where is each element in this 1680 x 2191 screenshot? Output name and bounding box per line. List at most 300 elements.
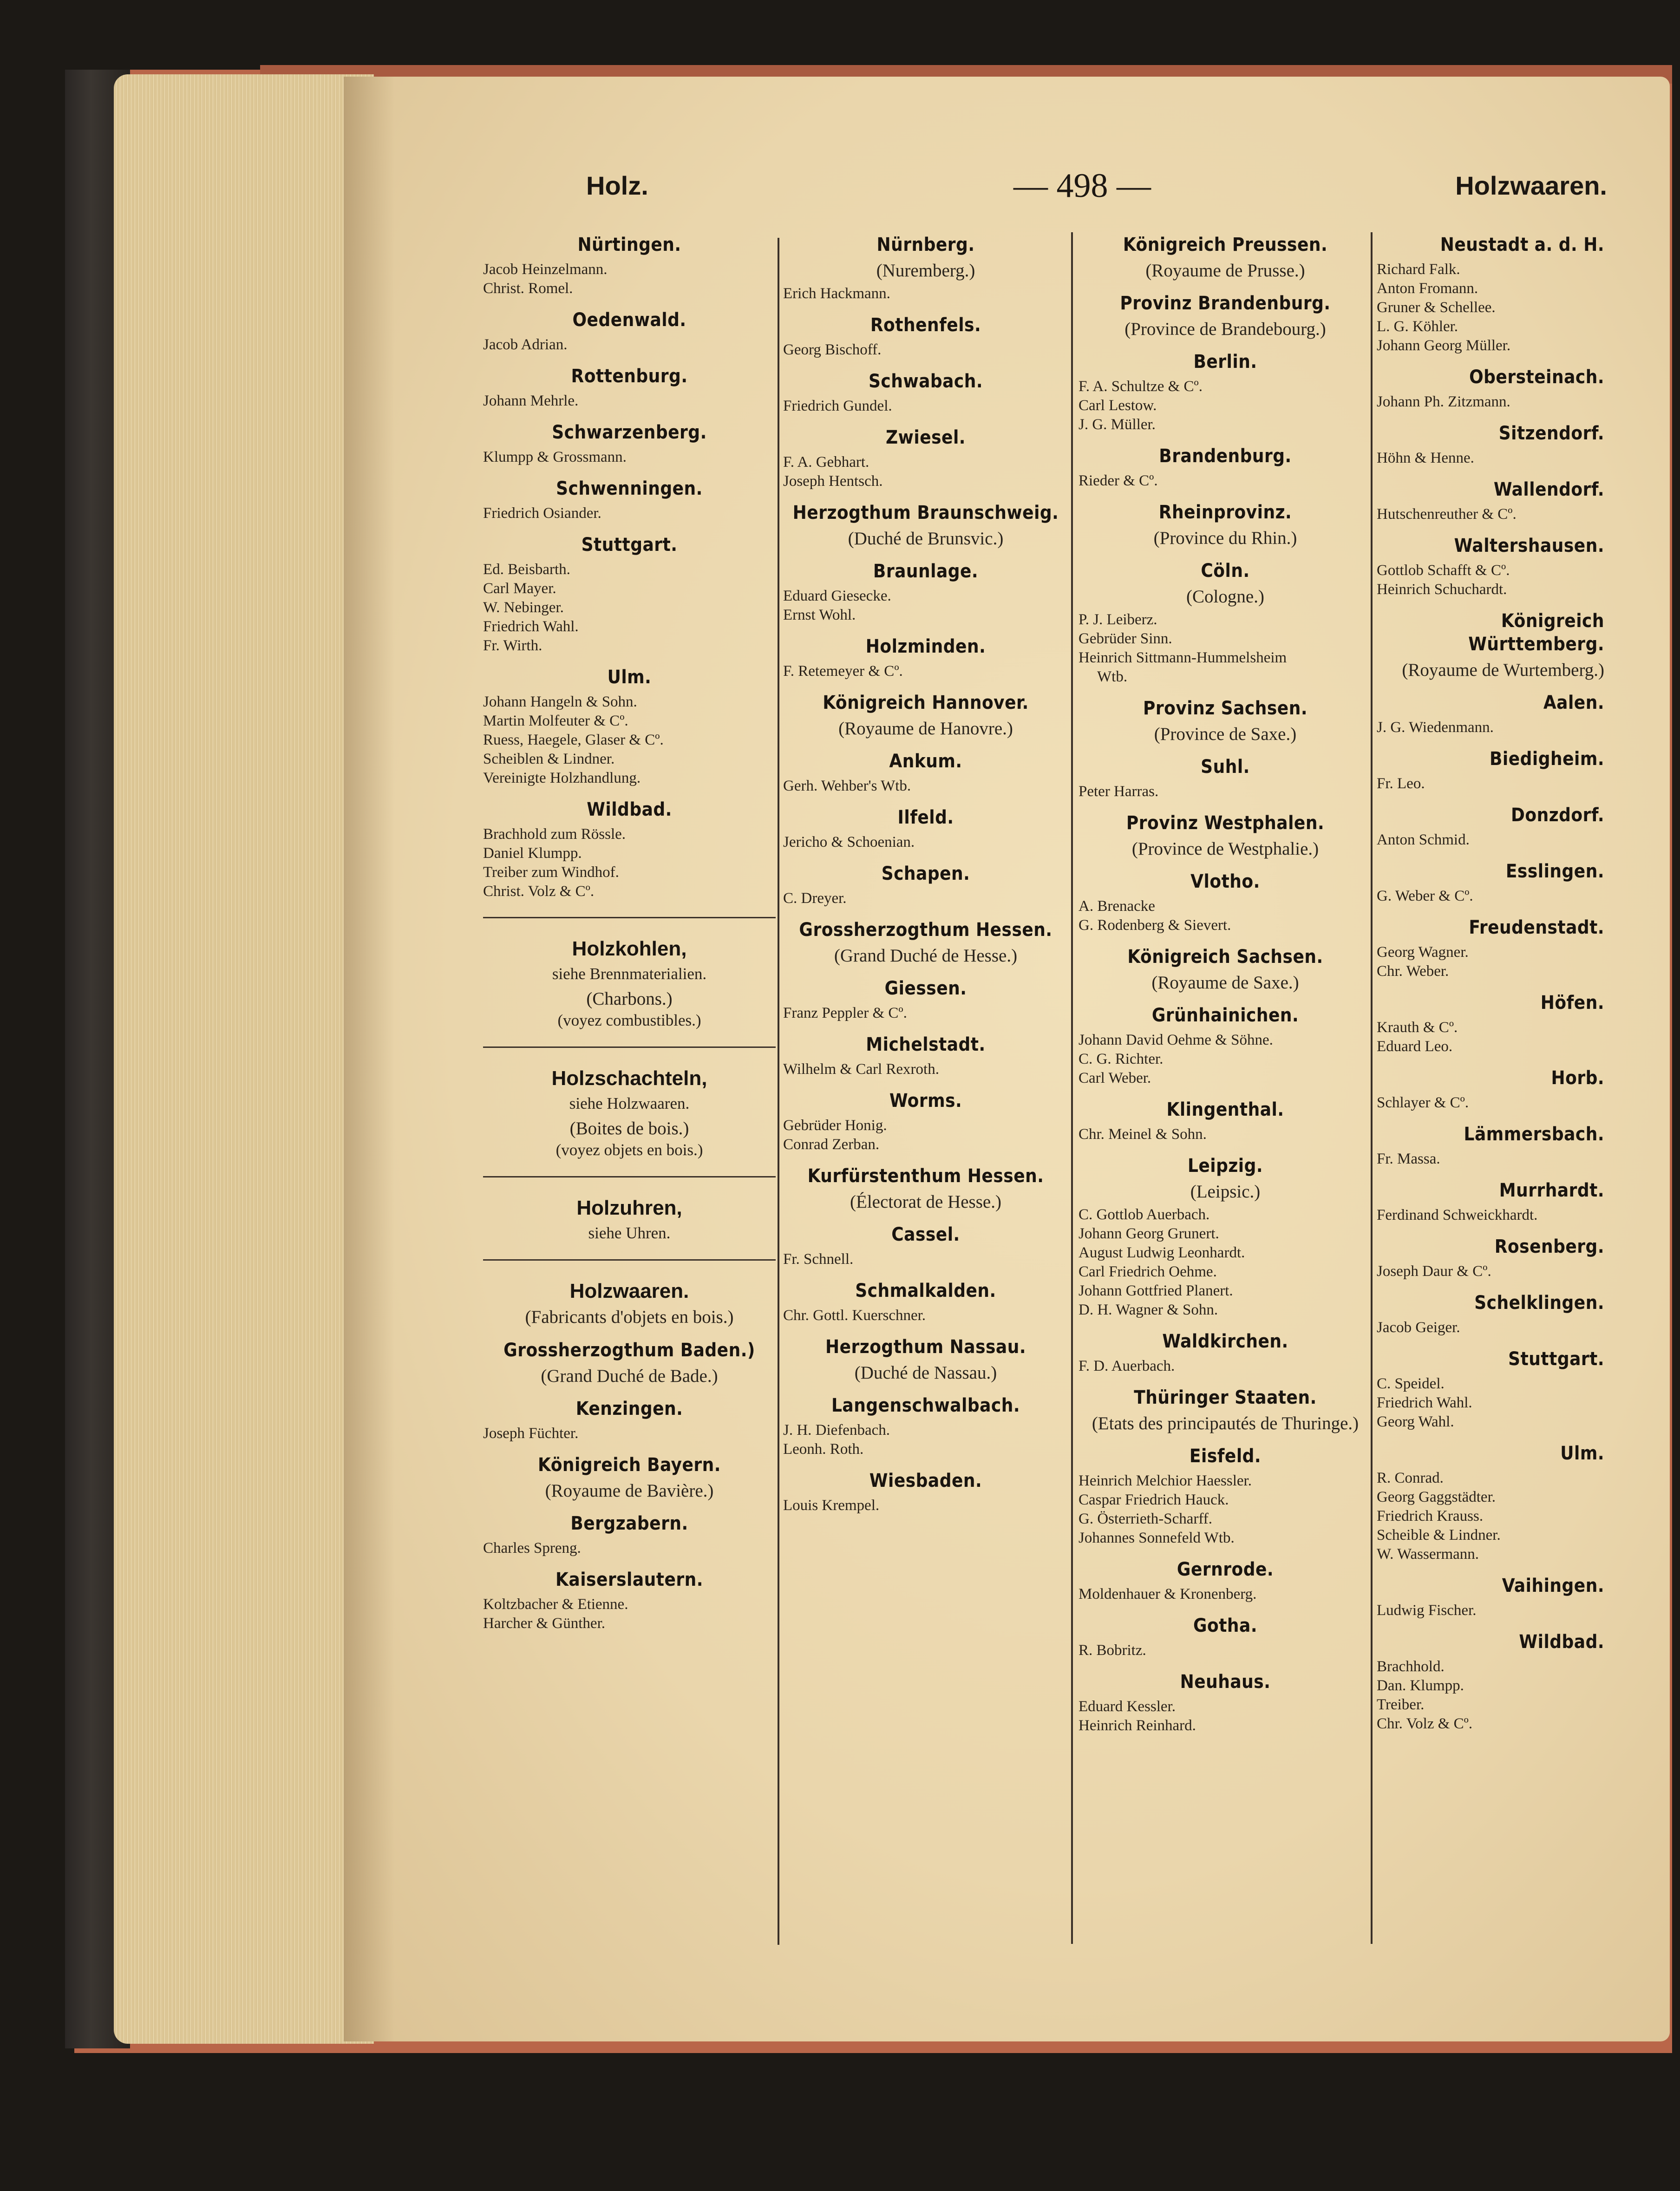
directory-block-rheinprovinz xyxy=(1079,501,1372,549)
french-name: (Royaume de Saxe.) xyxy=(1151,973,1299,993)
town-heading: Königreich Württemberg. xyxy=(1468,610,1604,655)
town-heading: Wildbad. xyxy=(1519,1631,1604,1653)
directory-block-klingenthal xyxy=(1079,1098,1372,1144)
region-french: (Grand Duché de Bade.) xyxy=(541,1366,718,1386)
directory-block-rottenburg xyxy=(483,365,776,411)
french-name: (Électorat de Hesse.) xyxy=(850,1192,1001,1212)
firm-entry: Fr. Massa. xyxy=(1377,1151,1440,1167)
directory-block-waldkirchen xyxy=(1079,1330,1372,1376)
firm-entry: Johann Georg Grunert. xyxy=(1079,1225,1219,1242)
column-4 xyxy=(1377,223,1604,1733)
directory-block-provinz-westphalen xyxy=(1079,811,1372,860)
directory-block-brandenburg xyxy=(1079,445,1372,491)
town-heading: Ankum. xyxy=(889,751,962,772)
town-heading: Rosenberg. xyxy=(1494,1236,1604,1257)
directory-block-holzminden xyxy=(783,635,1068,681)
column-rule xyxy=(1071,232,1073,1944)
directory-block-gernrode xyxy=(1079,1558,1372,1604)
town-heading: Schmalkalden. xyxy=(855,1280,996,1302)
directory-block-grossherzogthum-hessen xyxy=(783,918,1068,967)
town-heading: Herzogthum Nassau. xyxy=(825,1336,1026,1358)
firm-entry: Ernst Wohl. xyxy=(783,607,856,623)
firm-entry: P. J. Leiberz. xyxy=(1079,611,1157,628)
firm-entry: Georg Wagner. xyxy=(1377,944,1469,961)
directory-block-hofen xyxy=(1377,991,1604,1056)
firm-entry: Schlayer & Cº. xyxy=(1377,1094,1469,1111)
directory-block-provinz-brandenburg xyxy=(1079,292,1372,340)
firm-entry: Friedrich Osiander. xyxy=(483,505,601,522)
directory-block-freudenstadt xyxy=(1377,916,1604,981)
firm-entry: Chr. Gottl. Kuerschner. xyxy=(783,1307,926,1324)
firm-entry: Joseph Hentsch. xyxy=(783,473,883,490)
firm-entry: Friedrich Krauss. xyxy=(1377,1508,1484,1524)
firm-entry: Friedrich Gundel. xyxy=(783,398,892,414)
firm-entry: Dan. Klumpp. xyxy=(1377,1677,1464,1694)
firm-entry: Eduard Kessler. xyxy=(1079,1698,1176,1715)
directory-block-biedigheim xyxy=(1377,747,1604,793)
town-heading: Waldkirchen. xyxy=(1162,1331,1288,1352)
directory-block-nurnberg xyxy=(783,233,1068,303)
firm-entry: Scheiblen & Lindner. xyxy=(483,751,615,767)
firm-entry: Richard Falk. xyxy=(1377,261,1460,278)
directory-block-waltershausen xyxy=(1377,534,1604,599)
town-heading: Provinz Sachsen. xyxy=(1143,698,1307,719)
column-rule xyxy=(778,238,779,1945)
directory-block-grunhainichen xyxy=(1079,1004,1372,1088)
firm-entry: Harcher & Günther. xyxy=(483,1615,605,1632)
town-heading: Herzogthum Braunschweig. xyxy=(792,502,1059,523)
firm-entry: Rieder & Cº. xyxy=(1079,472,1158,489)
directory-block-stuttgart xyxy=(1377,1347,1604,1432)
directory-block-kurfurstenthum-hessen xyxy=(783,1164,1068,1213)
firm-entry: L. G. Köhler. xyxy=(1377,318,1458,335)
firm-entry: F. Retemeyer & Cº. xyxy=(783,663,903,680)
town-heading: Cöln. xyxy=(1201,560,1250,582)
town-heading: Königreich Sachsen. xyxy=(1127,946,1323,968)
french-name: (Royaume de Prusse.) xyxy=(1145,261,1305,281)
directory-block-konigreich-hannover xyxy=(783,691,1068,739)
directory-block-schwenningen xyxy=(483,477,776,523)
firm-entry: Johann Georg Müller. xyxy=(1377,337,1511,354)
firm-entry: Heinrich Reinhard. xyxy=(1079,1717,1196,1734)
town-heading: Esslingen. xyxy=(1505,861,1604,882)
town-heading: Schwarzenberg. xyxy=(552,422,707,443)
section-holzwaaren xyxy=(483,1278,776,1328)
directory-block-konigreich-sachsen xyxy=(1079,945,1372,994)
town-heading: Nürtingen. xyxy=(577,234,681,255)
directory-block-stuttgart xyxy=(483,533,776,655)
french-title: (Charbons.) xyxy=(586,989,673,1009)
directory-block-suhl xyxy=(1079,755,1372,801)
directory-block-cassel xyxy=(783,1223,1068,1269)
town-heading: Braunlage. xyxy=(873,561,979,582)
firm-entry: Carl Weber. xyxy=(1079,1070,1151,1086)
town-heading: Stuttgart. xyxy=(581,534,678,556)
firm-entry: Ed. Beisbarth. xyxy=(483,561,570,578)
town-heading: Provinz Brandenburg. xyxy=(1120,293,1331,314)
firm-entry: Wtb. xyxy=(1097,668,1128,685)
firm-entry: D. H. Wagner & Sohn. xyxy=(1079,1302,1218,1318)
directory-block-coln xyxy=(1079,559,1372,687)
directory-block-horb xyxy=(1377,1066,1604,1112)
firm-entry: F. D. Auerbach. xyxy=(1079,1358,1175,1374)
section-holzuhren xyxy=(483,1195,776,1243)
region-heading: Grossherzogthum Baden.) xyxy=(503,1340,755,1361)
firm-entry: Christ. Volz & Cº. xyxy=(483,883,595,900)
french-name: (Province de Westphalie.) xyxy=(1131,839,1319,859)
firm-entry: Charles Spreng. xyxy=(483,1540,581,1557)
town-heading: Bergzabern. xyxy=(570,1513,688,1534)
firm-entry: Fr. Leo. xyxy=(1377,775,1425,792)
firm-entry: F. A. Schultze & Cº. xyxy=(1079,378,1203,395)
french-name: (Etats des principautés de Thuringe.) xyxy=(1092,1413,1359,1433)
cross-reference: siehe Uhren. xyxy=(588,1224,671,1242)
town-heading: Klingenthal. xyxy=(1166,1099,1284,1120)
running-head-right: Holzwaaren. xyxy=(1455,171,1607,200)
firm-entry: Eduard Giesecke. xyxy=(783,588,891,604)
section-holzschachteln xyxy=(483,1066,776,1160)
firm-entry: Brachhold zum Rössle. xyxy=(483,826,626,843)
column-1 xyxy=(483,223,776,1633)
region-heading: Königreich Bayern. xyxy=(538,1454,721,1476)
directory-block-schapen xyxy=(783,862,1068,908)
firm-entry: Eduard Leo. xyxy=(1377,1038,1453,1055)
directory-block-oedenwald xyxy=(483,308,776,354)
gutter-shadow xyxy=(344,77,395,2041)
directory-block-thuringer-staaten xyxy=(1079,1386,1372,1434)
directory-block-herzogthum-nassau xyxy=(783,1335,1068,1384)
firm-entry: A. Brenacke xyxy=(1079,898,1155,915)
directory-block-murrhardt xyxy=(1377,1179,1604,1225)
directory-block-michelstadt xyxy=(783,1033,1068,1079)
town-heading: Kenzingen. xyxy=(575,1398,683,1419)
directory-block-esslingen xyxy=(1377,860,1604,906)
directory-block-obersteinach xyxy=(1377,366,1604,412)
french-title: (Boites de bois.) xyxy=(569,1118,689,1138)
firm-entry: Carl Friedrich Oehme. xyxy=(1079,1263,1217,1280)
town-heading: Thüringer Staaten. xyxy=(1134,1387,1317,1408)
running-head-left: Holz. xyxy=(586,171,648,200)
directory-block-rothenfels xyxy=(783,314,1068,360)
page-block-edges xyxy=(114,74,374,2044)
town-heading: Brandenburg. xyxy=(1159,445,1292,467)
firm-entry: Gebrüder Honig. xyxy=(783,1117,887,1134)
directory-block-konigreich-preussen xyxy=(1079,233,1372,281)
firm-entry: Chr. Volz & Cº. xyxy=(1377,1715,1473,1732)
french-name: (Duché de Nassau.) xyxy=(854,1363,997,1383)
town-heading: Obersteinach. xyxy=(1469,366,1604,388)
town-heading: Horb. xyxy=(1551,1067,1604,1089)
directory-block-eisfeld xyxy=(1079,1445,1372,1548)
town-heading: Gernrode. xyxy=(1177,1559,1274,1580)
town-heading: Wallendorf. xyxy=(1493,479,1604,500)
directory-block-schwabach xyxy=(783,370,1068,416)
firm-entry: Johann Mehrle. xyxy=(483,392,579,409)
directory-block-berlin xyxy=(1079,350,1372,434)
directory-block-lammersbach xyxy=(1377,1123,1604,1169)
firm-entry: Peter Harras. xyxy=(1079,783,1159,800)
town-heading: Ulm. xyxy=(1560,1443,1604,1464)
firm-entry: Jacob Adrian. xyxy=(483,336,568,353)
town-heading: Leipzig. xyxy=(1187,1155,1263,1177)
town-heading: Eisfeld. xyxy=(1189,1445,1262,1467)
directory-block-leipzig xyxy=(1079,1154,1372,1320)
firm-entry: Ludwig Fischer. xyxy=(1377,1602,1477,1619)
french-name: (Grand Duché de Hesse.) xyxy=(834,946,1018,966)
directory-block-ulm xyxy=(1377,1442,1604,1564)
town-heading: Cassel. xyxy=(891,1224,960,1245)
town-heading: Waltershausen. xyxy=(1454,535,1604,556)
firm-entry: Friedrich Wahl. xyxy=(1377,1394,1472,1411)
firm-entry: J. G. Wiedenmann. xyxy=(1377,719,1494,736)
town-heading: Ulm. xyxy=(607,667,652,688)
directory-block-vlotho xyxy=(1079,870,1372,935)
directory-block-aalen xyxy=(1377,691,1604,737)
town-heading: Biedigheim. xyxy=(1489,748,1604,770)
section-holzkohlen xyxy=(483,936,776,1031)
firm-entry: Anton Fromann. xyxy=(1377,280,1478,297)
town-heading: Stuttgart. xyxy=(1508,1348,1604,1370)
french-name: (Province de Saxe.) xyxy=(1154,724,1297,744)
town-heading: Murrhardt. xyxy=(1499,1180,1604,1201)
page-number: — 498 — xyxy=(1013,167,1151,205)
directory-block-ankum xyxy=(783,750,1068,796)
town-heading: Oedenwald. xyxy=(572,309,686,331)
firm-entry: Chr. Weber. xyxy=(1377,963,1449,980)
directory-block-donzdorf xyxy=(1377,804,1604,850)
firm-entry: F. A. Gebhart. xyxy=(783,454,869,471)
cross-reference: siehe Holzwaaren. xyxy=(569,1094,690,1112)
town-heading: Neustadt a. d. H. xyxy=(1440,234,1604,255)
firm-entry: Anton Schmid. xyxy=(1377,831,1470,848)
firm-entry: C. G. Richter. xyxy=(1079,1051,1164,1067)
town-heading: Schelklingen. xyxy=(1474,1292,1604,1314)
town-heading: Berlin. xyxy=(1193,351,1257,373)
firm-entry: Fr. Schnell. xyxy=(783,1251,854,1268)
directory-block-wildbad xyxy=(1377,1630,1604,1733)
town-heading: Holzminden. xyxy=(865,636,986,657)
firm-entry: Johann Ph. Zitzmann. xyxy=(1377,393,1510,410)
firm-entry: August Ludwig Leonhardt. xyxy=(1079,1244,1245,1261)
cross-reference: siehe Brennmaterialien. xyxy=(552,965,707,983)
directory-block-braunlage xyxy=(783,560,1068,625)
firm-entry: Koltzbacher & Etienne. xyxy=(483,1596,628,1613)
french-name: (Leipsic.) xyxy=(1190,1182,1261,1202)
section-divider xyxy=(483,1046,776,1048)
firm-entry: Gottlob Schafft & Cº. xyxy=(1377,562,1510,579)
town-heading: Königreich Hannover. xyxy=(823,692,1029,713)
firm-entry: Heinrich Melchior Haessler. xyxy=(1079,1472,1252,1489)
section-title: Holzwaaren. xyxy=(569,1280,689,1302)
firm-entry: Johann David Oehme & Söhne. xyxy=(1079,1032,1273,1048)
directory-block-zwiesel xyxy=(783,426,1068,491)
firm-entry: Georg Bischoff. xyxy=(783,341,882,358)
directory-block-neustadt-a-d-h xyxy=(1377,233,1604,355)
firm-entry: C. Gottlob Auerbach. xyxy=(1079,1206,1210,1223)
section-divider xyxy=(483,917,776,918)
french-name: (Province du Rhin.) xyxy=(1153,528,1297,548)
firm-entry: Georg Gaggstädter. xyxy=(1377,1489,1496,1505)
town-heading: Vlotho. xyxy=(1190,871,1260,892)
firm-entry: Heinrich Schuchardt. xyxy=(1377,581,1507,598)
section-divider xyxy=(483,1259,776,1261)
firm-entry: Conrad Zerban. xyxy=(783,1136,880,1153)
firm-entry: Carl Lestow. xyxy=(1079,397,1157,414)
firm-entry: J. G. Müller. xyxy=(1079,416,1156,433)
firm-entry: G. Österrieth-Scharff. xyxy=(1079,1511,1213,1527)
town-heading: Sitzendorf. xyxy=(1498,423,1604,444)
firm-entry: W. Nebinger. xyxy=(483,599,564,616)
firm-entry: Hutschenreuther & Cº. xyxy=(1377,506,1517,523)
town-heading: Suhl. xyxy=(1201,756,1250,778)
town-list xyxy=(483,233,776,901)
directory-block-giessen xyxy=(783,977,1068,1023)
firm-entry: Christ. Romel. xyxy=(483,280,573,297)
directory-block-provinz-sachsen xyxy=(1079,697,1372,745)
firm-entry: Krauth & Cº. xyxy=(1377,1019,1458,1036)
french-name: (Cologne.) xyxy=(1186,587,1264,607)
firm-entry: Joseph Daur & Cº. xyxy=(1377,1263,1491,1280)
town-heading: Wiesbaden. xyxy=(869,1470,982,1491)
firm-entry: Martin Molfeuter & Cº. xyxy=(483,713,628,729)
town-heading: Schapen. xyxy=(881,863,970,884)
directory-block-worms xyxy=(783,1089,1068,1154)
firm-entry: Moldenhauer & Kronenberg. xyxy=(1079,1586,1257,1602)
firm-entry: R. Conrad. xyxy=(1377,1470,1444,1486)
town-heading: Zwiesel. xyxy=(886,427,966,448)
town-heading: Ilfeld. xyxy=(897,807,954,828)
firm-entry: Johann Hangeln & Sohn. xyxy=(483,693,637,710)
directory-block-nurtingen xyxy=(483,233,776,298)
firm-entry: Scheible & Lindner. xyxy=(1377,1527,1501,1544)
french-name: (Duché de Brunsvic.) xyxy=(848,529,1004,549)
directory-block-konigreich-wurttemberg xyxy=(1377,609,1604,681)
directory-block-wallendorf xyxy=(1377,478,1604,524)
firm-entry: J. H. Diefenbach. xyxy=(783,1422,890,1439)
firm-entry: Carl Mayer. xyxy=(483,580,556,597)
french-cross-reference: (voyez combustibles.) xyxy=(557,1011,701,1029)
firm-entry: C. Speidel. xyxy=(1377,1375,1445,1392)
directory-block-schwarzenberg xyxy=(483,421,776,467)
directory-block-schelklingen xyxy=(1377,1291,1604,1337)
french-cross-reference: (voyez objets en bois.) xyxy=(556,1141,703,1159)
town-heading: Aalen. xyxy=(1543,692,1604,713)
firm-entry: G. Rodenberg & Sievert. xyxy=(1079,917,1231,934)
directory-block-wiesbaden xyxy=(783,1469,1068,1515)
firm-entry: Höhn & Henne. xyxy=(1377,450,1474,466)
town-heading: Rottenburg. xyxy=(571,366,688,387)
directory-block-herzogthum-braunschweig xyxy=(783,501,1068,549)
directory-block-gotha xyxy=(1079,1614,1372,1660)
firm-entry: Wilhelm & Carl Rexroth. xyxy=(783,1061,939,1078)
town-heading: Neuhaus. xyxy=(1180,1671,1271,1693)
section-title: Holzschachteln, xyxy=(551,1067,707,1090)
town-heading: Wildbad. xyxy=(587,799,672,820)
firm-entry: Treiber. xyxy=(1377,1696,1425,1713)
firm-entry: Ferdinand Schweickhardt. xyxy=(1377,1207,1538,1223)
firm-entry: Gebrüder Sinn. xyxy=(1079,630,1172,647)
town-heading: Kaiserslautern. xyxy=(556,1569,703,1590)
firm-entry: Jacob Heinzelmann. xyxy=(483,261,608,278)
french-title: (Fabricants d'objets en bois.) xyxy=(525,1307,734,1327)
town-heading: Donzdorf. xyxy=(1510,804,1604,826)
town-heading: Giessen. xyxy=(884,978,967,999)
section-title: Holzkohlen, xyxy=(572,937,687,960)
town-heading: Grünhainichen. xyxy=(1151,1005,1299,1026)
firm-entry: Chr. Meinel & Sohn. xyxy=(1079,1126,1207,1143)
firm-entry: C. Dreyer. xyxy=(783,890,847,907)
town-heading: Rheinprovinz. xyxy=(1158,502,1292,523)
town-heading: Nürnberg. xyxy=(876,234,975,255)
firm-entry: Erich Hackmann. xyxy=(783,285,890,302)
town-heading: Worms. xyxy=(889,1090,962,1112)
section-divider xyxy=(483,1176,776,1177)
firm-entry: Franz Peppler & Cº. xyxy=(783,1005,907,1021)
firm-entry: R. Bobritz. xyxy=(1079,1642,1146,1659)
firm-entry: Brachhold. xyxy=(1377,1658,1445,1675)
directory-block-rosenberg xyxy=(1377,1235,1604,1281)
column-3 xyxy=(1079,223,1372,1735)
firm-entry: Vereinigte Holzhandlung. xyxy=(483,770,641,786)
firm-entry: Gerh. Wehber's Wtb. xyxy=(783,778,911,794)
firm-entry: Treiber zum Windhof. xyxy=(483,864,619,881)
town-heading: Schwenningen. xyxy=(556,478,703,499)
firm-entry: Friedrich Wahl. xyxy=(483,618,579,635)
firm-entry: Caspar Friedrich Hauck. xyxy=(1079,1491,1229,1508)
town-heading: Kurfürstenthum Hessen. xyxy=(807,1165,1044,1187)
firm-entry: Johannes Sonnefeld Wtb. xyxy=(1079,1530,1235,1546)
firm-entry: Klumpp & Grossmann. xyxy=(483,449,627,465)
firm-entry: Louis Krempel. xyxy=(783,1497,880,1514)
directory-block-schmalkalden xyxy=(783,1279,1068,1325)
directory-block-langenschwalbach xyxy=(783,1394,1068,1459)
town-heading: Königreich Preussen. xyxy=(1123,234,1328,255)
town-heading: Langenschwalbach. xyxy=(831,1395,1020,1416)
firm-entry: Daniel Klumpp. xyxy=(483,845,582,862)
section-title: Holzuhren, xyxy=(576,1197,682,1219)
town-heading: Grossherzogthum Hessen. xyxy=(799,919,1052,941)
town-heading: Schwabach. xyxy=(868,371,983,392)
region-french: (Royaume de Bavière.) xyxy=(545,1481,714,1501)
firm-entry: Heinrich Sittmann-Hummelsheim xyxy=(1079,649,1287,666)
town-heading: Gotha. xyxy=(1193,1615,1258,1636)
french-name: (Royaume de Hanovre.) xyxy=(838,719,1013,739)
firm-entry: Fr. Wirth. xyxy=(483,637,543,654)
firm-entry: Jericho & Schoenian. xyxy=(783,834,915,850)
directory-block-sitzendorf xyxy=(1377,422,1604,468)
firm-entry: Georg Wahl. xyxy=(1377,1413,1454,1430)
town-heading: Rothenfels. xyxy=(870,314,981,336)
french-name: (Nuremberg.) xyxy=(876,261,975,281)
firm-entry: Johann Gottfried Planert. xyxy=(1079,1282,1233,1299)
town-heading: Provinz Westphalen. xyxy=(1126,812,1325,834)
firm-entry: Jacob Geiger. xyxy=(1377,1319,1460,1336)
firm-entry: Joseph Füchter. xyxy=(483,1425,579,1442)
directory-block-vaihingen xyxy=(1377,1574,1604,1620)
town-heading: Freudenstadt. xyxy=(1469,917,1604,938)
town-heading: Lämmersbach. xyxy=(1464,1124,1604,1145)
firm-entry: Ruess, Haegele, Glaser & Cº. xyxy=(483,732,664,748)
column-2 xyxy=(783,223,1068,1515)
directory-block-wildbad xyxy=(483,798,776,901)
french-name: (Royaume de Wurtemberg.) xyxy=(1402,660,1604,680)
firm-entry: G. Weber & Cº. xyxy=(1377,888,1473,904)
directory-block-ilfeld xyxy=(783,806,1068,852)
firm-entry: W. Wassermann. xyxy=(1377,1546,1479,1563)
directory-block-ulm xyxy=(483,666,776,788)
firm-entry: Leonh. Roth. xyxy=(783,1441,864,1458)
directory-block-neuhaus xyxy=(1079,1670,1372,1735)
